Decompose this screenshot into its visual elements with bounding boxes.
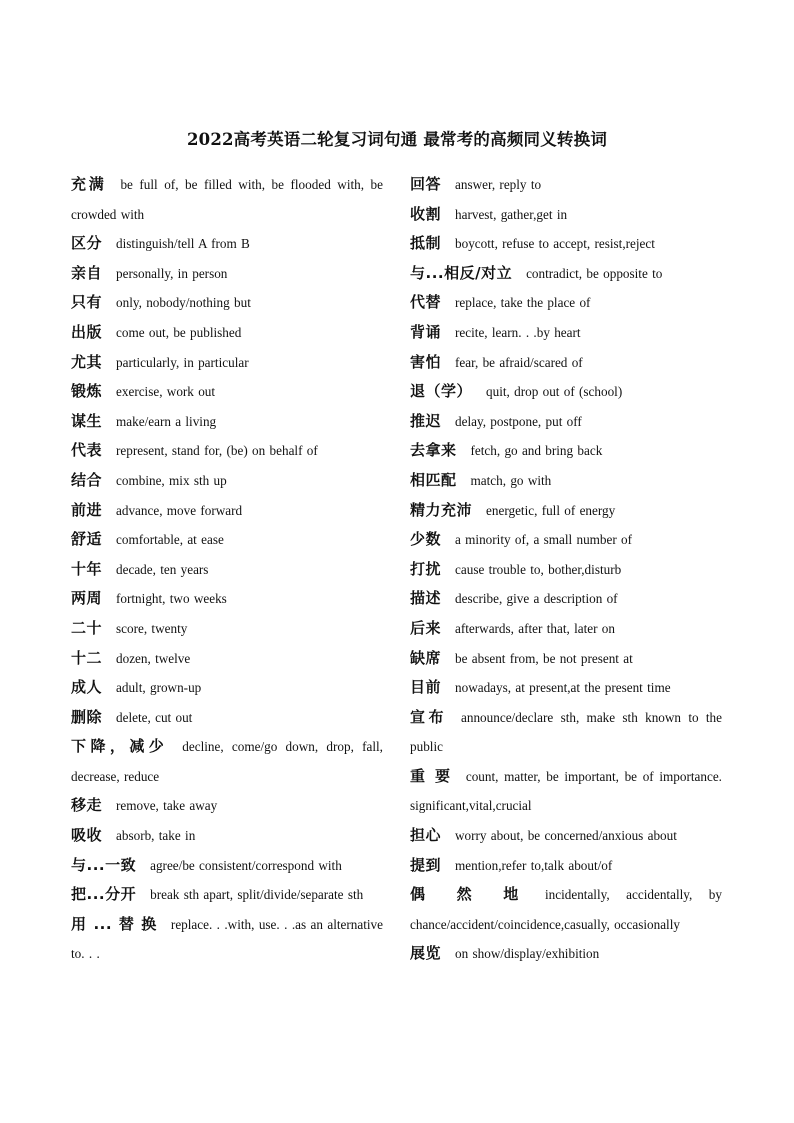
english-synonyms: make/earn a living — [116, 413, 217, 429]
english-synonyms: decade, ten years — [116, 561, 209, 577]
english-synonyms: nowadays, at present,at the present time — [455, 680, 671, 696]
list-item — [410, 466, 722, 496]
chinese-term: 推迟 — [410, 411, 442, 430]
list-item — [410, 555, 722, 585]
chinese-term: 锻炼 — [71, 382, 103, 401]
english-synonyms: a minority of, a small number of — [455, 532, 633, 548]
english-synonyms: contradict, be opposite to — [526, 265, 663, 281]
english-synonyms: count, matter, be important, be of importance. significant,vital,crucial — [410, 768, 722, 814]
list-item — [410, 348, 722, 378]
english-synonyms: combine, mix sth up — [116, 472, 227, 488]
chinese-term: 偶 然 地 — [410, 885, 531, 904]
chinese-term: 去拿来 — [410, 441, 457, 460]
chinese-term: 害怕 — [410, 352, 442, 371]
chinese-term: 与...一致 — [71, 855, 137, 874]
chinese-term: 背诵 — [410, 322, 442, 341]
chinese-term: 成人 — [71, 678, 103, 697]
list-item — [71, 851, 383, 881]
list-item — [410, 288, 722, 318]
chinese-term: 用 ... 替 换 — [71, 914, 157, 933]
list-item — [71, 318, 383, 348]
list-item — [71, 910, 383, 969]
english-synonyms: be full of, be filled with, be flooded with, be crowded with — [71, 177, 383, 222]
chinese-term: 结合 — [71, 470, 103, 489]
english-synonyms: score, twenty — [116, 620, 188, 636]
chinese-term: 前进 — [71, 500, 103, 519]
chinese-term: 删除 — [71, 707, 103, 726]
list-item — [410, 762, 722, 821]
chinese-term: 提到 — [410, 855, 442, 874]
chinese-term: 抵制 — [410, 234, 442, 253]
english-synonyms: be absent from, be not present at — [455, 650, 633, 666]
english-synonyms: distinguish/tell A from B — [116, 236, 250, 252]
list-item — [410, 673, 722, 703]
chinese-term: 移走 — [71, 796, 103, 815]
list-item — [71, 880, 383, 910]
list-item — [410, 703, 722, 762]
list-item — [410, 259, 722, 289]
list-item — [71, 791, 383, 821]
list-item — [71, 259, 383, 289]
chinese-term: 吸收 — [71, 826, 103, 845]
english-synonyms: only, nobody/nothing but — [116, 295, 251, 311]
list-item — [71, 614, 383, 644]
english-synonyms: match, go with — [470, 472, 552, 488]
english-synonyms: fetch, go and bring back — [470, 443, 603, 459]
english-synonyms: on show/display/exhibition — [455, 946, 600, 962]
chinese-term: 相匹配 — [410, 470, 457, 489]
english-synonyms: fortnight, two weeks — [116, 591, 227, 607]
left-column — [71, 170, 383, 969]
chinese-term: 下降，减少 — [71, 737, 169, 756]
english-synonyms: advance, move forward — [116, 502, 243, 518]
list-item — [71, 436, 383, 466]
list-item — [410, 939, 722, 969]
english-synonyms: harvest, gather,get in — [455, 206, 568, 222]
chinese-term: 后来 — [410, 618, 442, 637]
list-item — [410, 644, 722, 674]
list-item — [71, 644, 383, 674]
chinese-term: 展览 — [410, 944, 442, 963]
list-item — [71, 821, 383, 851]
english-synonyms: answer, reply to — [455, 177, 542, 192]
chinese-term: 少数 — [410, 530, 442, 549]
english-synonyms: fear, be afraid/scared of — [455, 354, 583, 370]
english-synonyms: agree/be consistent/correspond with — [150, 857, 342, 873]
english-synonyms: delay, postpone, put off — [455, 413, 582, 429]
list-item — [410, 821, 722, 851]
english-synonyms: represent, stand for, (be) on behalf of — [116, 443, 318, 459]
chinese-term: 二十 — [71, 618, 103, 637]
chinese-term: 与...相反/对立 — [410, 263, 513, 282]
chinese-term: 宣布 — [410, 707, 448, 726]
page-title: 2022高考英语二轮复习词句通 最常考的高频同义转换词 — [186, 130, 608, 149]
chinese-term: 十年 — [71, 559, 103, 578]
chinese-term: 尤其 — [71, 352, 103, 371]
list-item — [410, 170, 722, 200]
english-synonyms: incidentally, accidentally, by chance/accident/coincidence,casually, occasionally — [410, 887, 722, 932]
list-item — [410, 200, 722, 230]
chinese-term: 十二 — [71, 648, 103, 667]
list-item — [410, 584, 722, 614]
chinese-term: 目前 — [410, 678, 442, 697]
english-synonyms: quit, drop out of (school) — [486, 384, 623, 400]
list-item — [71, 407, 383, 437]
list-item — [410, 851, 722, 881]
english-synonyms: decline, come/go down, drop, fall, decrease, reduce — [71, 739, 383, 784]
list-item — [71, 673, 383, 703]
list-item — [71, 732, 383, 791]
list-item — [410, 614, 722, 644]
list-item — [71, 170, 383, 229]
list-item — [71, 348, 383, 378]
list-item — [71, 525, 383, 555]
right-column — [410, 170, 722, 969]
list-item — [410, 496, 722, 526]
chinese-term: 退（学） — [410, 382, 473, 401]
list-item — [71, 555, 383, 585]
english-synonyms: remove, take away — [116, 798, 218, 814]
english-synonyms: cause trouble to, bother,disturb — [455, 561, 622, 577]
list-item — [71, 377, 383, 407]
chinese-term: 出版 — [71, 322, 103, 341]
english-synonyms: delete, cut out — [116, 709, 193, 725]
chinese-term: 把...分开 — [71, 885, 137, 904]
list-item — [71, 288, 383, 318]
chinese-term: 两周 — [71, 589, 103, 608]
list-item — [410, 880, 722, 939]
chinese-term: 缺席 — [410, 648, 442, 667]
list-item — [410, 377, 722, 407]
list-item — [410, 436, 722, 466]
chinese-term: 代表 — [71, 441, 103, 460]
list-item — [410, 407, 722, 437]
list-item — [410, 318, 722, 348]
english-synonyms: break sth apart, split/divide/separate sth — [150, 887, 364, 903]
chinese-term: 收割 — [410, 204, 442, 223]
english-synonyms: dozen, twelve — [116, 650, 191, 666]
list-item — [71, 229, 383, 259]
english-synonyms: describe, give a description of — [455, 591, 618, 607]
chinese-term: 区分 — [71, 234, 103, 253]
english-synonyms: afterwards, after that, later on — [455, 620, 615, 636]
english-synonyms: boycott, refuse to accept, resist,reject — [455, 236, 655, 252]
list-item — [71, 496, 383, 526]
english-synonyms: absorb, take in — [116, 828, 196, 844]
english-synonyms: worry about, be concerned/anxious about — [455, 828, 677, 844]
english-synonyms: adult, grown-up — [116, 680, 202, 696]
chinese-term: 谋生 — [71, 411, 103, 430]
chinese-term: 重 要 — [410, 766, 452, 785]
english-synonyms: announce/declare sth, make sth known to the public — [410, 709, 722, 755]
list-item — [410, 229, 722, 259]
list-item — [71, 703, 383, 733]
chinese-term: 精力充沛 — [410, 500, 473, 519]
chinese-term: 亲自 — [71, 263, 103, 282]
chinese-term: 舒适 — [71, 530, 103, 549]
chinese-term: 只有 — [71, 293, 103, 312]
english-synonyms: come out, be published — [116, 324, 242, 340]
list-item — [71, 466, 383, 496]
english-synonyms: comfortable, at ease — [116, 532, 224, 548]
english-synonyms: particularly, in particular — [116, 354, 249, 370]
chinese-term: 代替 — [410, 293, 442, 312]
english-synonyms: replace, take the place of — [455, 295, 591, 311]
english-synonyms: mention,refer to,talk about/of — [455, 857, 613, 873]
chinese-term: 充满 — [71, 175, 107, 193]
english-synonyms: recite, learn. . .by heart — [455, 324, 581, 340]
english-synonyms: exercise, work out — [116, 384, 216, 400]
chinese-term: 打扰 — [410, 559, 442, 578]
english-synonyms: replace. . .with, use. . .as an alternative to. . . — [71, 916, 384, 962]
english-synonyms: energetic, full of energy — [486, 502, 616, 518]
chinese-term: 回答 — [410, 175, 442, 193]
list-item — [71, 584, 383, 614]
chinese-term: 担心 — [410, 826, 442, 845]
list-item — [410, 525, 722, 555]
english-synonyms: personally, in person — [116, 265, 228, 281]
chinese-term: 描述 — [410, 589, 442, 608]
